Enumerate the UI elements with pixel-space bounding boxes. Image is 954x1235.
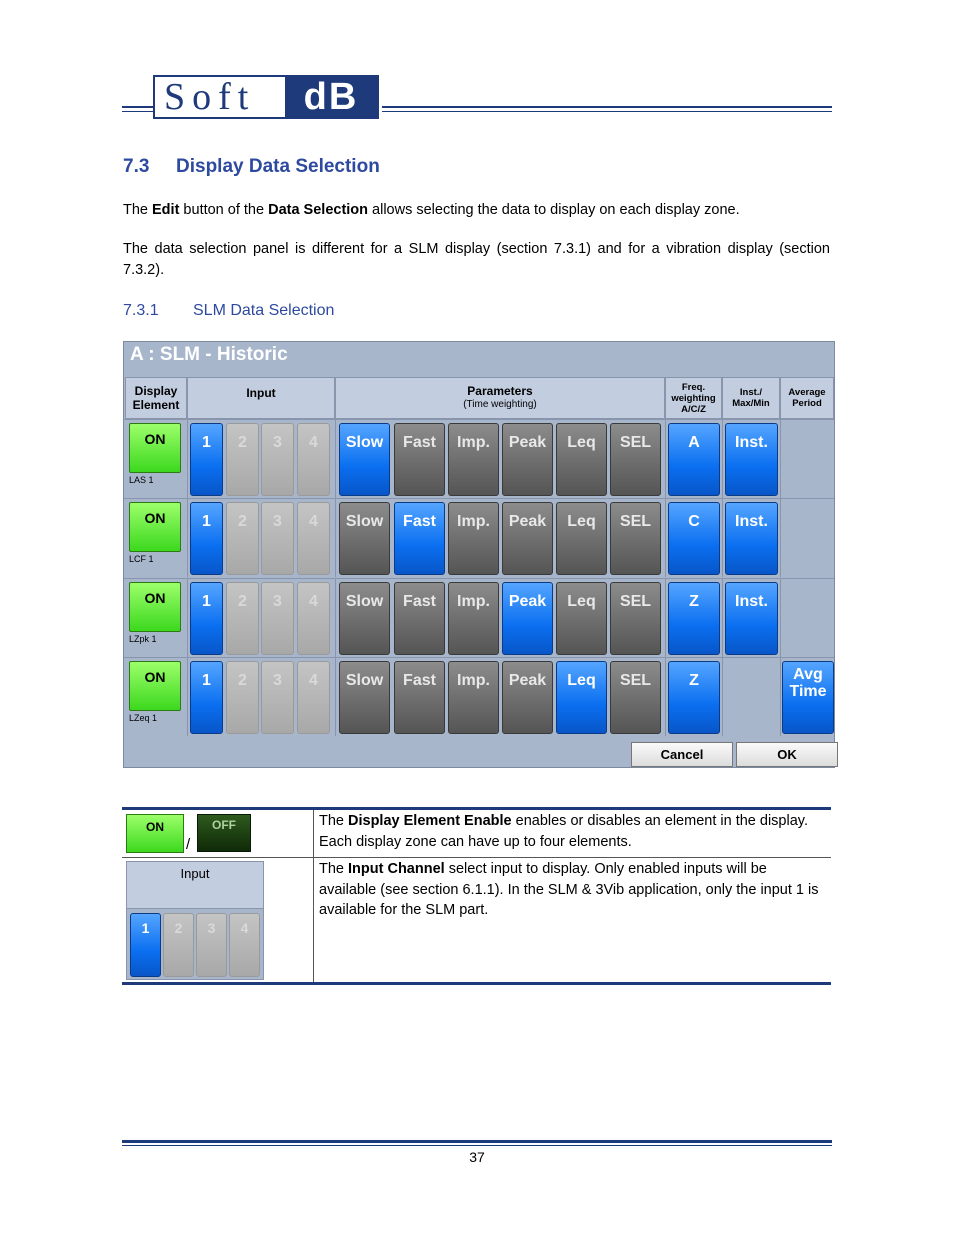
cell-divider <box>335 657 336 736</box>
display-element-enable-description <box>319 811 824 852</box>
text-run: The <box>319 861 349 877</box>
frequency-weighting-button[interactable]: A <box>668 423 720 496</box>
time-weighting-sel-button[interactable]: SEL <box>610 423 661 496</box>
input-channel-4-button[interactable]: 4 <box>297 423 330 496</box>
time-weighting-fast-button[interactable]: Fast <box>394 582 445 655</box>
header-rule-left-thin <box>122 111 153 112</box>
time-weighting-sel-button[interactable]: SEL <box>610 502 661 575</box>
frequency-weighting-button[interactable]: C <box>668 502 720 575</box>
cell-divider <box>780 498 781 577</box>
panel-title: A : SLM - Historic <box>130 344 288 365</box>
text-run: allows selecting the data to display on each display zone. <box>368 202 740 218</box>
table-column-divider <box>313 810 314 982</box>
cell-divider <box>722 419 723 498</box>
ok-button[interactable]: OK <box>736 742 838 767</box>
header-label: Parameters <box>467 384 533 398</box>
cell-divider <box>187 657 188 736</box>
on-button-example: ON <box>126 814 184 853</box>
display-element-on-toggle[interactable]: ON <box>129 582 181 632</box>
time-weighting-imp-button[interactable]: Imp. <box>448 423 499 496</box>
time-weighting-slow-button[interactable]: Slow <box>339 661 390 734</box>
off-button-example: OFF <box>197 814 251 852</box>
cancel-button[interactable]: Cancel <box>631 742 733 767</box>
cell-divider <box>722 578 723 657</box>
display-element-label: LZeq 1 <box>129 713 158 723</box>
inst-max-min-button[interactable]: Inst. <box>725 423 778 496</box>
time-weighting-leq-button[interactable]: Leq <box>556 661 607 734</box>
time-weighting-sel-button[interactable]: SEL <box>610 661 661 734</box>
edit-term: Edit <box>152 202 180 218</box>
input-channel-2-button[interactable]: 2 <box>226 423 259 496</box>
subsection-number: 7.3.1 <box>123 302 159 319</box>
input-channel-1-button[interactable]: 1 <box>190 502 223 575</box>
time-weighting-imp-button[interactable]: Imp. <box>448 582 499 655</box>
header-label: Freq. weighting A/C/Z <box>671 381 716 415</box>
text-run: button of the <box>179 202 269 218</box>
time-weighting-slow-button[interactable]: Slow <box>339 582 390 655</box>
input-channel-3-button[interactable]: 3 <box>261 423 294 496</box>
input-channel-4-button[interactable]: 4 <box>297 661 330 734</box>
inst-max-min-button[interactable]: Inst. <box>725 502 778 575</box>
cell-divider <box>335 419 336 498</box>
display-element-enable-term: Display Element Enable <box>348 813 512 829</box>
input-channel-2-button[interactable]: 2 <box>226 502 259 575</box>
input-channel-4-button[interactable]: 4 <box>297 582 330 655</box>
time-weighting-peak-button[interactable]: Peak <box>502 661 553 734</box>
cell-divider <box>665 419 666 498</box>
header-display-element <box>125 377 187 419</box>
cell-divider <box>335 578 336 657</box>
time-weighting-leq-button[interactable]: Leq <box>556 502 607 575</box>
header-rule-right-thin <box>382 111 832 112</box>
input-channel-3-button[interactable]: 3 <box>261 502 294 575</box>
input-channel-1-button[interactable]: 1 <box>190 423 223 496</box>
subsection-title: SLM Data Selection <box>193 302 335 319</box>
logo-db-text: dB <box>285 77 377 117</box>
display-element-label: LAS 1 <box>129 475 154 485</box>
input-channel-description <box>319 859 824 921</box>
example-input-1-button: 1 <box>130 913 161 977</box>
inst-max-min-button[interactable]: Inst. <box>725 582 778 655</box>
header-rule-right <box>382 106 832 108</box>
input-channel-example <box>126 861 264 980</box>
input-channel-4-button[interactable]: 4 <box>297 502 330 575</box>
cell-divider <box>722 657 723 736</box>
cell-divider <box>335 498 336 577</box>
time-weighting-peak-button[interactable]: Peak <box>502 582 553 655</box>
time-weighting-fast-button[interactable]: Fast <box>394 423 445 496</box>
header-freq-weighting <box>665 377 722 419</box>
cell-divider <box>722 498 723 577</box>
panel-description-paragraph: The data selection panel is different for a SLM display (section 7.3.1) and for a vibration display (section 7.3.2). <box>123 241 830 278</box>
header-label: Inst./ Max/Min <box>732 387 770 409</box>
cell-divider <box>665 498 666 577</box>
footer-rule <box>122 1140 832 1143</box>
input-channel-1-button[interactable]: 1 <box>190 582 223 655</box>
display-element-on-toggle[interactable]: ON <box>129 423 181 473</box>
softdb-logo <box>153 75 379 119</box>
display-element-label: LCF 1 <box>129 554 154 564</box>
example-input-4-button: 4 <box>229 913 260 977</box>
page-number: 37 <box>469 1149 485 1165</box>
time-weighting-sel-button[interactable]: SEL <box>610 582 661 655</box>
cell-divider <box>780 657 781 736</box>
separator-slash: / <box>186 836 191 853</box>
cell-divider <box>665 578 666 657</box>
time-weighting-imp-button[interactable]: Imp. <box>448 661 499 734</box>
header-label: Input <box>246 386 276 400</box>
cell-divider <box>665 657 666 736</box>
footer-rule-thin <box>122 1145 832 1146</box>
time-weighting-leq-button[interactable]: Leq <box>556 423 607 496</box>
time-weighting-slow-button[interactable]: Slow <box>339 423 390 496</box>
cell-divider <box>187 498 188 577</box>
text-run: The <box>123 202 153 218</box>
time-weighting-imp-button[interactable]: Imp. <box>448 502 499 575</box>
data-selection-term: Data Selection <box>268 202 369 218</box>
table-bottom-rule <box>122 982 831 985</box>
input-channel-term: Input Channel <box>348 861 445 877</box>
cell-divider <box>187 419 188 498</box>
cell-divider <box>780 578 781 657</box>
display-element-on-toggle[interactable]: ON <box>129 661 181 711</box>
input-example-header: Input <box>127 862 263 909</box>
time-weighting-peak-button[interactable]: Peak <box>502 423 553 496</box>
text-run: select input to display. Only enabled inputs will be available (see section 6.1.1). In the SLM & 3Vib application, only the input 1 is available for the SLM part. <box>319 861 819 918</box>
input-channel-2-button[interactable]: 2 <box>226 582 259 655</box>
input-channel-3-button[interactable]: 3 <box>261 661 294 734</box>
time-weighting-leq-button[interactable]: Leq <box>556 582 607 655</box>
header-parameters <box>335 377 665 419</box>
time-weighting-fast-button[interactable]: Fast <box>394 502 445 575</box>
time-weighting-slow-button[interactable]: Slow <box>339 502 390 575</box>
time-weighting-fast-button[interactable]: Fast <box>394 661 445 734</box>
cell-divider <box>780 419 781 498</box>
input-channel-2-button[interactable]: 2 <box>226 661 259 734</box>
frequency-weighting-button[interactable]: Z <box>668 661 720 734</box>
table-top-rule <box>122 807 831 810</box>
logo-soft-text: Soft <box>155 77 285 117</box>
section-number: 7.3 <box>123 156 150 177</box>
display-element-label: LZpk 1 <box>129 634 157 644</box>
table-row-divider <box>122 857 831 858</box>
subsection-heading <box>123 302 334 320</box>
header-input <box>187 377 335 419</box>
time-weighting-peak-button[interactable]: Peak <box>502 502 553 575</box>
header-sublabel: (Time weighting) <box>463 399 537 410</box>
text-run: enables or disables an element in the display. Each display zone can have up to four elements. <box>319 813 808 850</box>
display-element-on-toggle[interactable]: ON <box>129 502 181 552</box>
header-inst-max-min <box>722 377 780 419</box>
text-run: The <box>319 813 349 829</box>
input-channel-3-button[interactable]: 3 <box>261 582 294 655</box>
header-rule-left <box>122 106 153 108</box>
example-input-3-button: 3 <box>196 913 227 977</box>
header-average-period <box>780 377 834 419</box>
frequency-weighting-button[interactable]: Z <box>668 582 720 655</box>
header-label: Average Period <box>788 387 826 409</box>
cell-divider <box>187 578 188 657</box>
header-label: Display Element <box>132 384 180 412</box>
slm-data-selection-panel <box>123 341 835 768</box>
example-input-2-button: 2 <box>163 913 194 977</box>
section-heading <box>123 156 380 178</box>
average-time-button[interactable]: Avg Time <box>782 661 834 734</box>
input-channel-1-button[interactable]: 1 <box>190 661 223 734</box>
intro-paragraph <box>123 200 830 221</box>
section-title: Display Data Selection <box>176 156 380 177</box>
